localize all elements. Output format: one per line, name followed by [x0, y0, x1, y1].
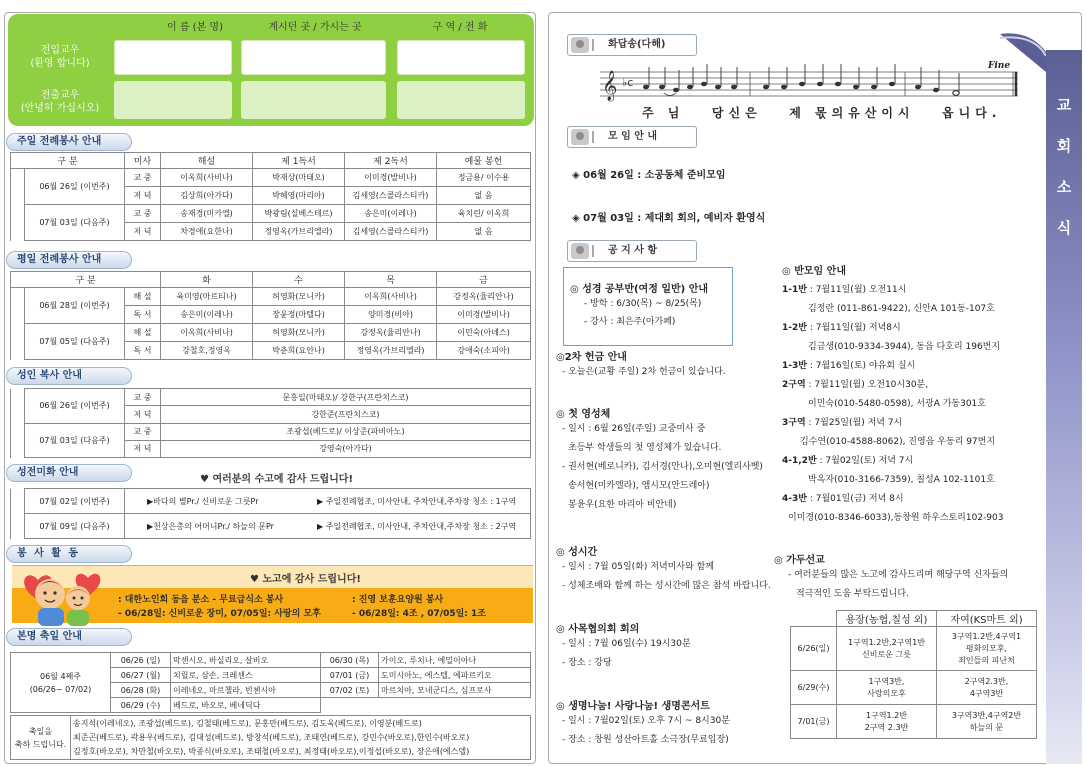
table-cell: 강영숙(아가다): [161, 440, 531, 457]
date-cell: 06월 28일 (이번주): [25, 288, 125, 324]
congrats-line: 축일을: [28, 726, 53, 736]
table-cell: 박재상(마태오): [253, 169, 345, 187]
table-cell: 박혜영(마리아): [253, 187, 345, 205]
table-cell: 강정옥(율리안나): [437, 288, 531, 306]
table-cell: 강철호,정영옥: [161, 342, 253, 360]
col-header: 제 2독서: [345, 153, 437, 169]
feast-date: 07/02 (토): [321, 683, 379, 698]
notice-title-box: [567, 240, 697, 262]
cleaning-table: [10, 488, 531, 539]
table-cell: [125, 514, 531, 539]
table-cell: [125, 489, 531, 514]
table-cell: 이미경(발비나): [437, 306, 531, 324]
table-cell: 이옥희(사비나): [345, 288, 437, 306]
ban-value: : 7월11일(월) 저녁8시: [809, 323, 901, 333]
feast-names: 도미시아노, 에스텔, 에파르키오: [379, 668, 531, 683]
ban-value: : 7월16일(토) 야유회 실시: [809, 361, 916, 371]
date-cell: 07월 05일 (다음주): [25, 324, 125, 360]
table-cell: 문홍일(마태오)/ 강한구(프란치스코): [161, 389, 531, 406]
volunteer-line2a: - 06/28일: 신비로운 장미, 07/05일: 사랑의 모후: [118, 609, 321, 619]
ban-meeting-heading: ◎ 반모임 안내: [782, 266, 846, 277]
feast-names: 가이오, 루치나, 에밀이아나: [379, 653, 531, 668]
col-header: 화: [161, 272, 253, 288]
volunteer-line1b: : 진영 보훈요양원 봉사: [352, 595, 444, 605]
side-char: 교: [1056, 96, 1072, 114]
ban-value: : 7월02일(토) 저녁 7시: [819, 456, 914, 466]
holy-hour-line: - 성체조배와 함께 하는 성시간에 많은 참석 바랍니다.: [562, 581, 771, 591]
table-cell: 장윤정(마텔다): [253, 306, 345, 324]
concert-line: - 일시 : 7월02일(토) 오후 7시 ~ 8시30분: [562, 716, 730, 726]
ban-key: 3구역: [782, 418, 806, 428]
side-char: 회: [1056, 137, 1072, 155]
cleaning-group-a: ▶천상은총의 어머니Pr./ 하늘의 문Pr: [147, 521, 274, 531]
transfer-in-place-field[interactable]: [241, 40, 386, 75]
feast-names: 막센시오, 바실리오, 살비오: [171, 653, 321, 668]
date-cell: 06월 26일 (이번주): [25, 169, 125, 205]
transfer-out-label: [12, 89, 108, 115]
holy-hour-heading: ◎ 성시간: [556, 547, 598, 558]
bible-study-heading: ◎ 성경 공부반(여정 일반) 안내: [570, 284, 709, 295]
transfer-out-sub: (안녕히 가십시오): [20, 103, 100, 114]
divider: [592, 245, 594, 257]
feast-names-cell: [71, 716, 531, 760]
ban-meeting: [782, 262, 1044, 528]
ban-detail: 이미경(010-8346-6033),동창원 하우스토리102-903: [788, 513, 1004, 523]
concert-heading: ◎ 생명나눔! 사랑나눔! 생명콘서트: [556, 701, 710, 712]
second-collection: [556, 348, 786, 382]
mass-cell: 교 중: [125, 423, 161, 440]
feast-names: 베드로, 바오로, 베네딕다: [171, 698, 321, 713]
feast-names: 이레네오, 마르첼라, 빈첸시아: [171, 683, 321, 698]
notice-title: 공 지 사 항: [608, 245, 658, 256]
col-header: [791, 611, 837, 627]
feast-range: (06/26~ 07/02): [29, 684, 92, 694]
ban-entry: [782, 281, 1044, 300]
first-communion: [556, 405, 786, 515]
evangel-cell: 2구역2.3반, 4구역3반: [937, 671, 1037, 705]
portrait-icon: [571, 129, 589, 145]
transfer-in-title: 전입교우: [40, 45, 80, 56]
sunday-table: [10, 152, 531, 241]
role-cell: 해 설: [125, 288, 161, 306]
feast-date: 06/26 (일): [111, 653, 171, 668]
concert-line: - 장소 : 창원 성산아트홀 소극장(무료입장): [562, 735, 729, 745]
transfer-in-name-field[interactable]: [114, 40, 232, 75]
feast-date: 06/28 (화): [111, 683, 171, 698]
ban-detail: 김수연(010-4588-8062), 진영읍 우동리 97번지: [800, 437, 996, 447]
mass-cell: 저 녁: [125, 223, 161, 241]
council-heading: ◎ 사목협의회 회의: [556, 624, 640, 635]
date-cell: 07월 03일 (다음주): [25, 205, 125, 241]
date-cell: 06월 26일 (이번주): [25, 389, 125, 424]
role-cell: 독 서: [125, 342, 161, 360]
cleaning-group-a: ▶바다의 별Pr./ 신비로운 그릇Pr: [147, 496, 259, 506]
council-line: - 장소 : 강당: [562, 658, 612, 668]
volunteer-thanks: ♥ 노고에 감사 드립니다!: [250, 574, 361, 585]
mass-cell: 교 중: [125, 389, 161, 406]
header-place: 계시던 곳 / 가시는 곳: [268, 22, 362, 33]
congrats-cell: [11, 716, 71, 760]
mass-cell: 교 중: [125, 205, 161, 223]
table-cell: 박광림(실베스테르): [253, 205, 345, 223]
side-char: 식: [1056, 219, 1072, 237]
meeting-item: ◈ 06월 26일 : 소공동체 준비모임: [572, 170, 726, 181]
congrats-line: 축하 드립니다.: [14, 739, 67, 749]
table-cell: 차경애(요한나): [161, 223, 253, 241]
feast-date: 06/27 (월): [111, 668, 171, 683]
volunteer-section-title: 봉 사 활 동: [6, 545, 132, 563]
ban-entry: [782, 414, 1044, 433]
ban-key: 1-2반: [782, 323, 807, 333]
transfer-in-sub: (환영 합니다): [30, 58, 90, 69]
bible-study-line: - 방학 : 6/30(목) ~ 8/25(목): [584, 299, 702, 309]
second-collection-line: - 오늘은(교황 주일) 2차 헌금이 있습니다.: [562, 367, 726, 377]
feast-names: 치릴로, 삼손, 크레센스: [171, 668, 321, 683]
table-cell: 조광섭(베드로)/ 이상준(파비아노): [161, 423, 531, 440]
bible-study-line: - 강사 : 최은주(아가페): [584, 317, 676, 327]
portrait-icon: [571, 243, 589, 259]
date-cell: 07월 03일 (다음주): [25, 423, 125, 458]
fine-marking: Fine: [988, 61, 1011, 71]
feast-name-line: 김정호(바오로), 차만철(바오로), 박종식(바오로), 조태철(바오로), 최정태(바오로),이정섭(바오로), 장은애(에스델): [73, 746, 470, 756]
table-cell: 김세영(스콜라스티카): [345, 223, 437, 241]
first-communion-line: 초등부 학생들의 첫 영성체가 있습니다.: [568, 443, 722, 453]
ban-entry: [782, 376, 1044, 395]
evangel-cell: 1구역3반, 사랑의모후: [837, 671, 937, 705]
weekday-section-title: 평일 전례봉사 안내: [6, 251, 132, 269]
divider: [592, 131, 594, 143]
council-line: - 일시 : 7월 06일(수) 19시30분: [562, 639, 691, 649]
evangel-date: 7/01(금): [791, 705, 837, 739]
table-cell: 육미영(마르티나): [161, 288, 253, 306]
header-name: 이 름 (본 명): [167, 22, 223, 33]
cleaning-group-b: ▶ 주일전례협조, 미사안내, 주차안내,주차장 청소 : 2구역: [317, 521, 517, 531]
ban-entry: [782, 357, 1044, 376]
street-evangel: [774, 551, 1044, 604]
transfer-out-name-field[interactable]: [114, 81, 232, 119]
weekday-table: [10, 271, 531, 360]
divider: [592, 39, 594, 51]
spacer-cell: [11, 489, 25, 539]
col-header: 구 분: [11, 272, 161, 288]
svg-text:𝄞: 𝄞: [602, 71, 618, 101]
table-cell: 김세영(스콜라스티카): [345, 187, 437, 205]
music-staff: [600, 62, 1020, 102]
ban-key: 1-3반: [782, 361, 807, 371]
feast-date: 07/01 (금): [321, 668, 379, 683]
ban-key: 2구역: [782, 380, 806, 390]
spacer-cell: [11, 169, 25, 241]
table-cell: 강한준(프란치스코): [161, 406, 531, 423]
evangel-cell: 1구역1.2반 2구역 2.3반: [837, 705, 937, 739]
evangel-cell: 3구역3반,4구역2반 하늘의 문: [937, 705, 1037, 739]
header-district: 구 역 / 전 화: [432, 22, 488, 33]
table-cell: 송재경(미카엘): [161, 205, 253, 223]
col-header: 용장(농협,칠성 외): [837, 611, 937, 627]
ban-value: : 7월11일(월) 오전10시30분,: [808, 380, 929, 390]
spacer-cell: [11, 389, 25, 458]
side-char: 소: [1056, 178, 1072, 196]
empty-cell: [321, 698, 531, 713]
ban-entry: [782, 452, 1044, 471]
transfer-in-district-field[interactable]: [397, 40, 525, 75]
life-concert: [556, 697, 786, 750]
evangel-heading: ◎ 가두선교: [774, 555, 825, 566]
transfer-out-place-field[interactable]: [241, 81, 386, 119]
communion-table: [10, 388, 531, 458]
table-cell: 이옥희(사비나): [161, 324, 253, 342]
evangel-date: 6/26(일): [791, 627, 837, 671]
table-cell: 이민숙(아녜스): [437, 324, 531, 342]
second-collection-heading: ◎2차 헌금 안내: [556, 352, 627, 363]
table-cell: 양미경(비아): [345, 306, 437, 324]
col-header: 금: [437, 272, 531, 288]
col-header: 수: [253, 272, 345, 288]
feast-week: 06월 4째주: [40, 671, 81, 681]
table-cell: 없 음: [437, 187, 531, 205]
holy-hour-line: - 일시 : 7월 05일(화) 저녁미사와 함께: [562, 562, 714, 572]
ban-detail: 박옥자(010-3166-7359), 칠성A 102-1101호: [808, 475, 995, 485]
ban-key: 1-1반: [782, 285, 807, 295]
first-communion-line: 봉윤우(요한 마리아 비안네): [568, 500, 677, 510]
mass-cell: 교 중: [125, 169, 161, 187]
mass-cell: 저 녁: [125, 406, 161, 423]
table-cell: 강애숙(소피아): [437, 342, 531, 360]
evangel-cell: 3구역1.2반,4구역1 평화의모후, 죄인들의 피난처: [937, 627, 1037, 671]
meeting-title: 모 임 안 내: [608, 131, 658, 142]
evangel-line: 적극적인 도움 부탁드립니다.: [796, 589, 909, 599]
table-cell: 정영옥(가브리엘라): [253, 223, 345, 241]
feast-names: 마르치아, 모네군디스, 심프로사: [379, 683, 531, 698]
council-meeting: [556, 620, 786, 673]
table-cell: 허영화(모니카): [253, 324, 345, 342]
song-title: 화답송(다해): [608, 39, 666, 50]
holy-hour: [556, 543, 786, 596]
first-communion-line: 송서현(미카엘라), 엠시모(안드레아): [568, 481, 710, 491]
date-cell: 07월 09일 (다음주): [25, 514, 125, 539]
first-communion-line: - 일시 : 6월 26일(주일) 교중미사 중: [562, 424, 706, 434]
col-header: 미사: [125, 153, 161, 169]
table-cell: 송은미(이레나): [345, 205, 437, 223]
communion-section-title: 성인 복사 안내: [6, 367, 132, 385]
col-header: 자여(KS마트 외): [937, 611, 1037, 627]
cleaning-group-b: ▶ 주일전례협조, 미사안내, 주차안내,주차장 청소 : 1구역: [317, 496, 517, 506]
table-cell: 정금용/ 이수용: [437, 169, 531, 187]
table-cell: 김상희(아가다): [161, 187, 253, 205]
col-header: 예물 봉헌: [437, 153, 531, 169]
song-lyrics: 주 님 당신은 제 몫의유산이시 옵니다.: [642, 106, 1002, 120]
ban-key: 4-1,2반: [782, 456, 817, 466]
feast-table: [10, 652, 531, 713]
ban-detail: 김정란 (011-861-9422), 신안A 101동-107호: [808, 304, 995, 314]
table-cell: 없 음: [437, 223, 531, 241]
transfer-out-district-field[interactable]: [397, 81, 525, 119]
cleaning-thanks: ♥ 여러분의 수고에 감사 드립니다!: [200, 474, 354, 485]
volunteer-line2b: - 06/28일: 4조 , 07/05일: 1조: [352, 609, 486, 619]
ban-detail: 김금생(010-9334-3944), 동읍 다호리 196번지: [808, 342, 1001, 352]
spacer-cell: [11, 288, 25, 360]
volunteer-line1a: : 대한노인회 동읍 분소 - 무료급식소 봉사: [118, 595, 284, 605]
table-cell: 이옥희(사비나): [161, 169, 253, 187]
ban-value: : 7월01일(금) 저녁 8시: [809, 494, 904, 504]
ban-entry: [782, 490, 1044, 509]
table-cell: 박춘희(요안나): [253, 342, 345, 360]
feast-section-title: 본명 축일 안내: [6, 628, 132, 646]
table-cell: 강정옥(율리안나): [345, 324, 437, 342]
sunday-section-title: 주일 전례봉사 안내: [6, 133, 132, 151]
feast-date: 06/29 (수): [111, 698, 171, 713]
ban-value: : 7월11일(월) 오전11시: [809, 285, 907, 295]
role-cell: 해 설: [125, 324, 161, 342]
evangel-date: 6/29(수): [791, 671, 837, 705]
volunteer-cartoon-illustration: [18, 560, 110, 626]
col-header: 구 분: [11, 153, 125, 169]
meeting-item: ◈ 07월 03일 : 제대회 회의, 예비자 환영식: [572, 213, 766, 224]
bible-study-box: [563, 267, 733, 346]
evangel-table: [790, 610, 1037, 739]
col-header: 목: [345, 272, 437, 288]
ban-detail: 이민숙(010-5480-0598), 서광A 가동301호: [808, 399, 986, 409]
feast-date: 06/30 (목): [321, 653, 379, 668]
meeting-title-box: [567, 126, 697, 148]
role-cell: 독 서: [125, 306, 161, 324]
ban-entry: [782, 319, 1044, 338]
table-cell: 허영화(모니카): [253, 288, 345, 306]
evangel-line: - 여러분들의 많은 노고에 감사드리며 해당구역 신자들의: [788, 570, 1009, 580]
transfer-out-title: 전출교우: [40, 90, 80, 101]
table-cell: 육치린/ 이옥희: [437, 205, 531, 223]
transfer-in-label: [12, 44, 108, 70]
table-cell: 이미경(발비나): [345, 169, 437, 187]
table-cell: 정영옥(가브리엘라): [345, 342, 437, 360]
side-banner: [1046, 50, 1082, 764]
date-cell: 07월 02일 (이번주): [25, 489, 125, 514]
feast-name-line: 최준곤(베드로), 곽용우(베드로), 김대성(베드로), 방창석(베드로), 조태연(베드로), 강민수(바오로),한인수(바오로): [73, 732, 470, 742]
feast-week-cell: [11, 653, 111, 713]
col-header: 해설: [161, 153, 253, 169]
col-header: 제 1독서: [253, 153, 345, 169]
cleaning-section-title: 성전미화 안내: [6, 464, 132, 482]
ban-value: : 7월25일(월) 저녁 7시: [808, 418, 903, 428]
song-title-box: [567, 34, 697, 56]
first-communion-heading: ◎ 첫 영성체: [556, 409, 611, 420]
feast-name-line: 송지석(이레네오), 조광섭(베드로), 김철태(베드로), 문홍만(베드로), 김도욱(베드로), 이영분(베드로): [73, 718, 422, 728]
mass-cell: 저 녁: [125, 187, 161, 205]
first-communion-line: - 권서현(베로니카), 김서경(안나),오미현(엘리사벳): [562, 462, 763, 472]
portrait-icon: [571, 37, 589, 53]
feast-congrats-table: [10, 715, 531, 760]
table-cell: 송은미(이레나): [161, 306, 253, 324]
ban-key: 4-3반: [782, 494, 807, 504]
svg-text:♭c: ♭c: [622, 76, 634, 89]
evangel-cell: 1구역1.2반,2구역1반 신비로운 그릇: [837, 627, 937, 671]
mass-cell: 저 녁: [125, 440, 161, 457]
